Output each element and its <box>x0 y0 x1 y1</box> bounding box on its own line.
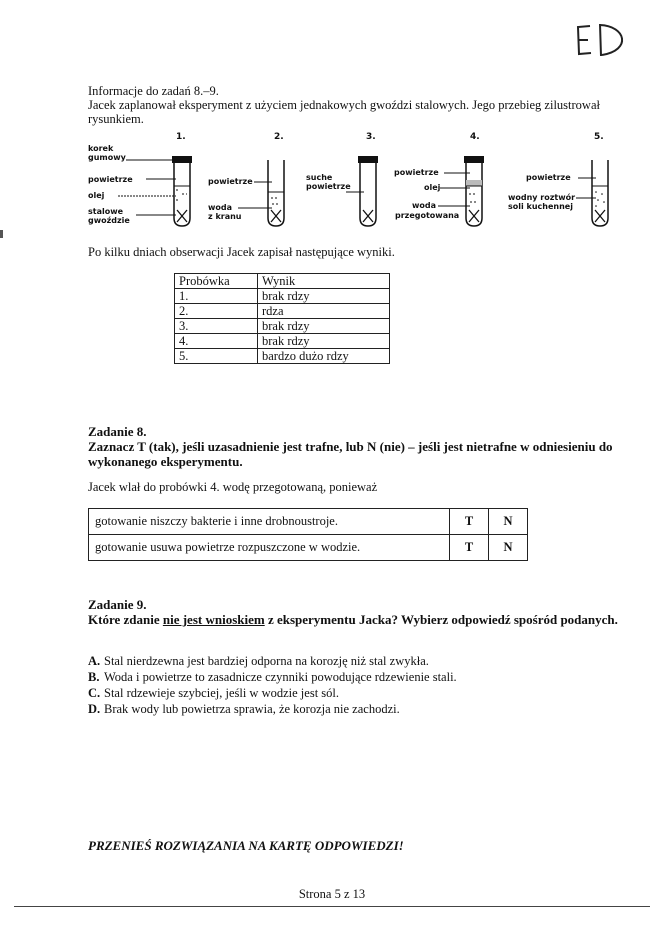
intro-heading: Informacje do zadań 8.–9. <box>88 84 219 98</box>
tube-3 <box>346 156 378 226</box>
table-cell: brak rdzy <box>258 319 390 334</box>
tube-5 <box>576 160 608 226</box>
option-d[interactable] <box>88 701 608 717</box>
tube-number-1: 1. <box>176 132 186 142</box>
option-a[interactable] <box>88 653 608 669</box>
table-cell: bardzo dużo rdzy <box>258 349 390 364</box>
option-b[interactable] <box>88 669 608 685</box>
task9-header <box>88 597 628 627</box>
label-powietrze-2: powietrze <box>208 177 253 186</box>
tube-2 <box>238 160 284 226</box>
intro-block <box>88 84 608 126</box>
table-cell: 2. <box>175 304 258 319</box>
statement-text: gotowanie niszczy bakterie i inne drobnoustroje. <box>89 509 450 535</box>
label-korek: korek <box>88 144 114 153</box>
tube-number-4: 4. <box>470 132 480 142</box>
option-letter: A. <box>88 654 101 668</box>
table-cell: rdza <box>258 304 390 319</box>
table-row <box>175 319 390 334</box>
true-false-table <box>88 508 528 561</box>
statement-text: gotowanie usuwa powietrze rozpuszczone w wodzie. <box>89 535 450 561</box>
table-cell: 3. <box>175 319 258 334</box>
handwritten-mark <box>574 20 636 60</box>
intro-text: Jacek zaplanował eksperyment z użyciem jednakowych gwoździ stalowych. Jego przebieg zilustrował rysunkiem. <box>88 98 600 126</box>
label-gwozdzie: gwoździe <box>88 216 130 225</box>
task9-question <box>88 612 628 627</box>
label-olej-4: olej <box>424 183 441 192</box>
label-wodny-roztwor: wodny roztwór <box>508 193 576 202</box>
table-cell: brak rdzy <box>258 334 390 349</box>
label-powietrze-5: powietrze <box>526 173 571 182</box>
option-letter: D. <box>88 702 101 716</box>
label-przegotowana: przegotowana <box>395 211 460 220</box>
table-cell: 4. <box>175 334 258 349</box>
answer-n-option[interactable]: N <box>489 509 528 535</box>
tube-number-3: 3. <box>366 132 376 142</box>
label-olej-1: olej <box>88 191 105 200</box>
option-c[interactable] <box>88 685 608 701</box>
tube-number-2: 2. <box>274 132 284 142</box>
statement-row <box>89 535 528 561</box>
option-text: Woda i powietrze to zasadnicze czynniki powodujące rdzewienie stali. <box>104 670 457 684</box>
task8-header <box>88 424 618 469</box>
label-suche: suche <box>306 173 333 182</box>
label-powietrze-4: powietrze <box>394 168 439 177</box>
table-header: Wynik <box>258 274 390 289</box>
label-powietrze-1: powietrze <box>88 175 133 184</box>
answer-t-option[interactable]: T <box>450 509 489 535</box>
label-soli-kuchennej: soli kuchennej <box>508 202 573 211</box>
page-number: Strona 5 z 13 <box>298 887 366 901</box>
table-row <box>175 349 390 364</box>
option-text: Stal rdzewieje szybciej, jeśli w wodzie jest sól. <box>104 686 340 700</box>
task9-question-start: Które zdanie <box>88 612 163 627</box>
label-z-kranu: z kranu <box>208 212 242 221</box>
task9-question-end: z eksperymentu Jacka? Wybierz odpowiedź spośród podanych. <box>264 612 618 627</box>
table-row <box>175 334 390 349</box>
option-text: Brak wody lub powietrza sprawia, że korozja nie zachodzi. <box>104 702 400 716</box>
label-woda-4: woda <box>412 201 437 210</box>
label-powietrze-3: powietrze <box>306 182 351 191</box>
option-text: Stal nierdzewna jest bardziej odporna na korozję niż stal zwykła. <box>104 654 429 668</box>
label-woda-2: woda <box>208 203 233 212</box>
statement-row <box>89 509 528 535</box>
task8-title: Zadanie 8. <box>88 424 147 439</box>
table-row <box>175 289 390 304</box>
task8-instruction: Zaznacz T (tak), jeśli uzasadnienie jest trafne, lub N (nie) – jeśli jest nietrafne w odniesieniu do wykonanego eksperymentu. <box>88 439 613 469</box>
label-gumowy: gumowy <box>88 153 126 162</box>
margin-mark <box>0 230 3 238</box>
option-letter: B. <box>88 670 100 684</box>
transfer-instruction: PRZENIEŚ ROZWIĄZANIA NA KARTĘ ODPOWIEDZI! <box>88 838 404 853</box>
table-header: Probówka <box>175 274 258 289</box>
results-table <box>174 273 390 364</box>
task8-question: Jacek wlał do probówki 4. wodę przegotowaną, ponieważ <box>88 480 378 494</box>
task9-question-underlined: nie jest wnioskiem <box>162 612 265 627</box>
bottom-divider <box>14 906 650 907</box>
table-cell: 1. <box>175 289 258 304</box>
task9-title: Zadanie 9. <box>88 597 147 612</box>
task9-options <box>88 653 608 717</box>
table-cell: brak rdzy <box>258 289 390 304</box>
tube-number-5: 5. <box>594 132 604 142</box>
answer-t-option[interactable]: T <box>450 535 489 561</box>
observation-text: Po kilku dniach obserwacji Jacek zapisał następujące wyniki. <box>88 245 395 259</box>
table-header-row <box>175 274 390 289</box>
table-row <box>175 304 390 319</box>
label-stalowe: stalowe <box>88 207 124 216</box>
table-cell: 5. <box>175 349 258 364</box>
option-letter: C. <box>88 686 101 700</box>
experiment-figure <box>88 128 628 246</box>
answer-n-option[interactable]: N <box>489 535 528 561</box>
